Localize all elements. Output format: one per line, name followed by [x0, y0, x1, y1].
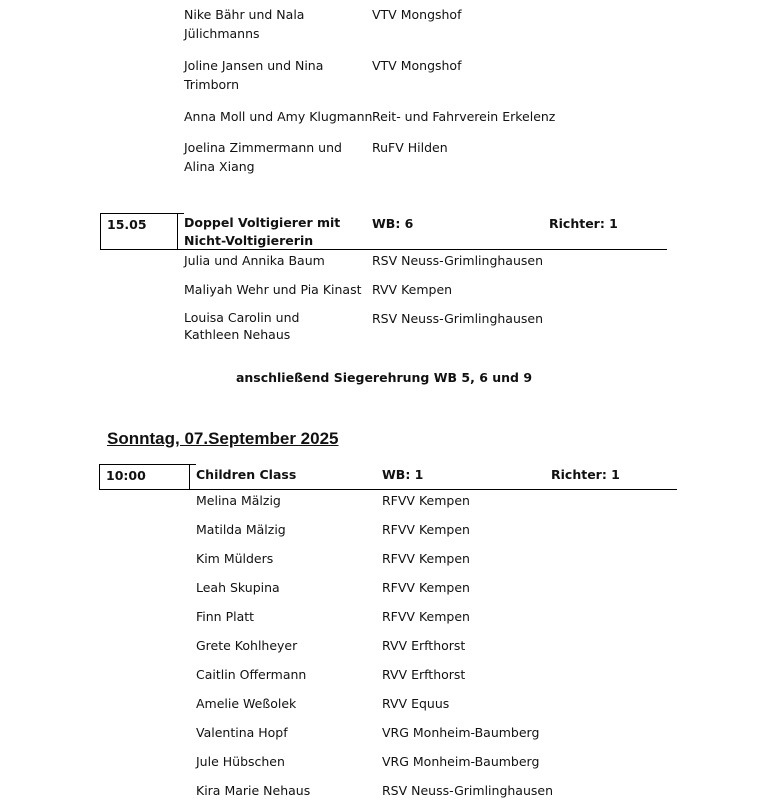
entry-club: RSV Neuss-Grimlinghausen [372, 253, 544, 268]
entry-club: VTV Mongshof [372, 58, 462, 73]
entry-club: VRG Monheim-Baumberg [382, 754, 540, 769]
event-wb: WB: 6 [372, 216, 414, 231]
entry-name: Matilda Mälzig [196, 522, 286, 537]
entry-name: Joelina Zimmermann und Alina Xiang [184, 140, 342, 174]
event-time-box [99, 464, 190, 490]
entry-club: RFVV Kempen [382, 580, 470, 595]
day-heading: Sonntag, 07.September 2025 [107, 429, 339, 448]
entry-club: RFVV Kempen [382, 609, 470, 624]
event-title: Doppel Voltigierer mit Nicht-Voltigiererin [184, 215, 341, 248]
entry-name: Nike Bähr und Nala Jülichmanns [184, 7, 305, 41]
entry-club: VRG Monheim-Baumberg [382, 725, 540, 740]
entry-name: Kim Mülders [196, 551, 274, 566]
header-bottom-rule [190, 489, 677, 490]
event-judge: Richter: 1 [549, 216, 618, 231]
event-title: Children Class [196, 467, 297, 482]
event-time-box [100, 213, 178, 250]
entry-club: RVV Erfthorst [382, 667, 466, 682]
entry-name: Louisa Carolin und Kathleen Nehaus [184, 310, 300, 342]
entry-name: Julia und Annika Baum [184, 253, 325, 268]
entry-club: RSV Neuss-Grimlinghausen [372, 311, 544, 326]
entry-club: VTV Mongshof [372, 7, 462, 22]
entry-name: Joline Jansen und Nina Trimborn [184, 58, 324, 92]
entry-club: RVV Erfthorst [382, 638, 466, 653]
event-wb: WB: 1 [382, 467, 424, 482]
entry-club: Reit- und Fahrverein Erkelenz [372, 109, 556, 124]
entry-name: Kira Marie Nehaus [196, 783, 311, 798]
entry-club: RVV Equus [382, 696, 450, 711]
entry-club: RFVV Kempen [382, 493, 470, 508]
header-bottom-rule [178, 249, 667, 250]
entry-name: Anna Moll und Amy Klugmann [184, 109, 373, 124]
entry-club: RSV Neuss-Grimlinghausen [382, 783, 554, 798]
entry-club: RFVV Kempen [382, 522, 470, 537]
entry-name: Leah Skupina [196, 580, 280, 595]
entry-name: Jule Hübschen [196, 754, 285, 769]
entry-name: Finn Platt [196, 609, 255, 624]
event-judge: Richter: 1 [551, 467, 620, 482]
event-time: 10:00 [106, 468, 146, 483]
entry-club: RVV Kempen [372, 282, 453, 297]
entry-name: Maliyah Wehr und Pia Kinast [184, 282, 362, 297]
entry-name: Valentina Hopf [196, 725, 288, 740]
entry-name: Melina Mälzig [196, 493, 281, 508]
entry-club: RuFV Hilden [372, 140, 448, 155]
entry-name: Amelie Weßolek [196, 696, 297, 711]
entry-club: RFVV Kempen [382, 551, 470, 566]
entry-name: Grete Kohlheyer [196, 638, 298, 653]
ceremony-note: anschließend Siegerehrung WB 5, 6 und 9 [235, 370, 533, 385]
event-time: 15.05 [107, 217, 147, 232]
entry-name: Caitlin Offermann [196, 667, 307, 682]
